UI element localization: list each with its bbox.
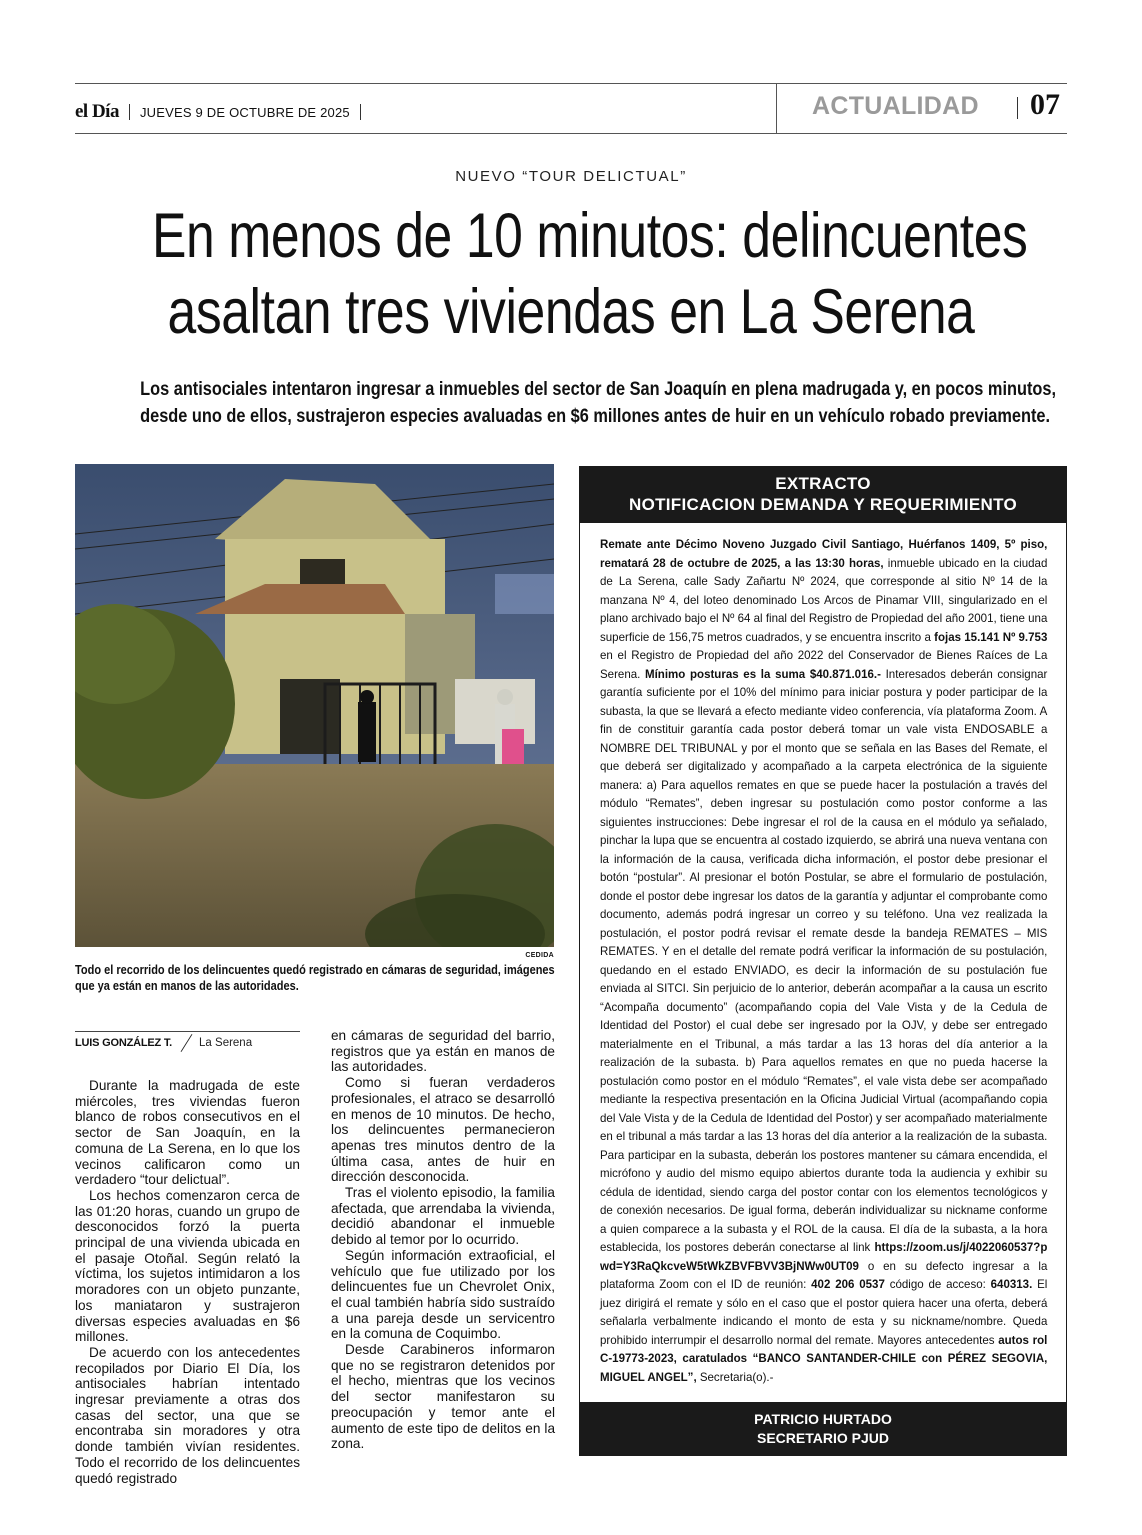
author-name: LUIS GONZÁLEZ T. <box>75 1037 173 1049</box>
notice-text: El juez dirigirá el remate y sólo en el caso que el postor quiera hacer una oferta, deberá señalarla verbalmente indicando el monto de esta y su nickname/nombre. Queda prohibido interrumpir el desarrollo normal del remate. Mayores antecedentes <box>600 1277 1048 1347</box>
notice-zoom-link: https://zoom.us/j/4022060537?pwd=Y3RaQkcveW5tWkZBVFBVV3BjNWw0UT09 <box>600 1240 1048 1273</box>
separator <box>1017 97 1018 119</box>
notice-text: o en su defecto ingresar a la plataforma Zoom con el ID de reunión: <box>600 1258 1048 1291</box>
notice-minimum: Mínimo posturas es la suma $40.871.016.- <box>645 666 881 681</box>
notice-signature <box>580 1402 1066 1456</box>
paragraph: Durante la madrugada de este miércoles, tres viviendas fueron blanco de robos consecutivos en el sector de San Joaquín, en la comuna de La Serena, en lo que los vecinos calificaron como un verdadero “tour delictual”. <box>75 1078 300 1188</box>
paragraph: Desde Carabineros informaron que no se registraron detenidos por el hecho, mientras que los vecinos del sector manifestaron su preocupación y temor ante el aumento de este tipo de delitos en la zona. <box>331 1342 555 1452</box>
header-bottom-rule <box>75 133 1067 134</box>
notice-title <box>580 467 1066 523</box>
masthead <box>75 102 371 122</box>
notice-fojas: fojas 15.141 Nº 9.753 <box>934 629 1048 644</box>
article-column-1 <box>75 1078 300 1486</box>
notice-text: código de acceso: <box>884 1277 991 1291</box>
deck-line: Los antisociales intentaron ingresar a inmuebles del sector de San Joaquín en plena madrugada y, en pocos minutos, <box>140 379 1057 400</box>
brand-logo: el Día <box>75 101 119 122</box>
article-photo <box>75 464 554 947</box>
page-number: 07 <box>1030 88 1060 121</box>
headline-line: asaltan tres viviendas en La Serena <box>167 277 975 347</box>
byline-slash <box>181 1034 193 1052</box>
photo-credit: CEDIDA <box>525 952 554 959</box>
kicker: NUEVO “TOUR DELICTUAL” <box>455 168 687 185</box>
paragraph: Tras el violento episodio, la familia afectada, que arrendaba la vivienda, decidió abandonar el inmueble debido al temor por lo ocurrido. <box>331 1185 555 1248</box>
byline <box>75 1034 252 1052</box>
notice-title-line: NOTIFICACION DEMANDA Y REQUERIMIENTO <box>629 495 1017 514</box>
signature-title: SECRETARIO PJUD <box>757 1430 889 1446</box>
notice-body <box>600 535 1047 1386</box>
paragraph: Según información extraoficial, el vehículo que fue utilizado por los delincuentes fue un Chevrolet Onix, el cual también habría sido sustraído a una pareja desde un servicentro en la comuna de Coquimbo. <box>331 1247 555 1342</box>
signature-name: PATRICIO HURTADO <box>754 1411 892 1427</box>
deck <box>140 376 1057 430</box>
notice-case: autos rol C-19773-2023, caratulados “BANCO SANTANDER-CHILE con PÉREZ SEGOVIA, MIGUEL ANGEL”, <box>600 1332 1048 1384</box>
header-top-rule <box>75 83 1067 84</box>
notice-text: en el Registro de Propiedad del año 2022 del Conservador de Bienes Raíces de La Serena. <box>600 648 1048 681</box>
notice-title-line: EXTRACTO <box>775 474 871 493</box>
deck-line: desde uno de ellos, sustrajeron especies avaluadas en $6 millones antes de huir en un vehículo robado previamente. <box>140 406 1051 427</box>
paragraph: Como si fueran verdaderos profesionales, el atraco se desarrolló en menos de 10 minutos. De hecho, los delincuentes permanecieron apenas tres minutos dentro de la última casa, antes de huir en dirección desconocida. <box>331 1075 555 1185</box>
article-column-2 <box>331 1028 555 1452</box>
paragraph: Los hechos comenzaron cerca de las 01:20 horas, cuando un grupo de desconocidos forzó la puerta principal de una vivienda ubicada en el pasaje Otoñal. Según relató la víctima, los sujetos intimidaron a los moradores con un objeto punzante, los maniataron y sustrajeron diversas especies avaluadas en $6 millones. <box>75 1187 300 1345</box>
legal-notice-box <box>579 466 1067 1456</box>
notice-text: Secretaria(o).- <box>696 1369 774 1384</box>
caption-line: Todo el recorrido de los delincuentes quedó registrado en cámaras de seguridad, imágenes <box>75 963 555 977</box>
notice-lead: Remate ante Décimo Noveno Juzgado Civil Santiago, Huérfanos 1409, 5º piso, rematará 28 de octubre de 2025, a las 13:30 horas, <box>600 537 1048 570</box>
paragraph: De acuerdo con los antecedentes recopilados por Diario El Día, los antisociales habrían intentado ingresar previamente a otras dos casas del sector, una que se encontraba sin moradores y otra donde también vivían residentes. Todo el recorrido de los delincuentes quedó registrado <box>75 1344 300 1486</box>
issue-date: JUEVES 9 DE OCTUBRE DE 2025 <box>139 104 350 120</box>
paragraph-continued: en cámaras de seguridad del barrio, registros que ya están en manos de las autoridades. <box>331 1028 555 1075</box>
photo-illustration <box>75 464 554 947</box>
header-divider <box>776 83 777 133</box>
notice-meeting-id: 402 206 0537 <box>811 1277 885 1291</box>
caption-line: que ya están en manos de las autoridades. <box>75 979 299 993</box>
headline <box>151 198 1028 350</box>
notice-access-code: 640313. <box>990 1277 1033 1291</box>
notice-text: inmueble ubicado en la ciudad de La Serena, calle Sady Zañartu Nº 2024, que corresponde al sitio Nº 14 de la manzana Nº 4, del loteo denominado Los Arcos de Pinamar VIII, singularizado en el plano archivado bajo el Nº 64 al final del Registro de Propiedad del año 2001, tiene una superficie de 156,75 metros cuadrados, y se encuentra inscrito a <box>600 555 1048 644</box>
headline-line: En menos de 10 minutos: delincuentes <box>151 201 1028 271</box>
separator <box>129 104 130 120</box>
separator <box>360 104 361 120</box>
byline-rule <box>75 1031 300 1032</box>
photo-caption <box>75 962 555 994</box>
notice-text: Interesados deberán consignar garantía suficiente por el 10% del mínimo para iniciar postura y poder participar de la subasta, la que se llevará a efecto mediante video conferencia, vía plataforma Zoom. A fin de constituir garantía cada postor deberá tomar un vale vista ENDOSABLE a NOMBRE DEL TRIBUNAL y por el monto que se señala en las Bases del Remate, el que deberá ser digitalizado y acompañado a la carpeta electrónica de la siguiente manera: a) Para aquellos remates en que se puede hacer la postulación a través del módulo “Remates”, deben ingresar su postulación como postor conforme a las siguientes instrucciones: Debe ingresar el rol de la causa en el módulo ya señalado, pinchar la lupa que se encuentra al costado izquierdo, se abrirá una nueva ventana con la información de la causa, verificada dicha información, el postor debe presionar el botón “postular”. Al presionar el botón Postular, se abre el formulario de postulación, donde el postor debe ingresar los datos de la garantía y adjuntar el comprobante como documento, además podrá ingresar un correo y su teléfono. Una vez realizada la postulación, el postor podrá revisar el remate desde la bandeja REMATES – MIS REMATES. Y en el detalle del remate podrá verificar la información de su postulación, quedando en el estado ENVIADO, es decir la información de su postulación fue enviada al SITCI. Sin perjuicio de lo anterior, deberán acompañar a la causa un escrito “Acompaña documento” (acompañando copia del Vale Vista y de la Cedula de Identidad del Postor) el cual debe ser ingresado por la OJV, y debe ser entregado materialmente en el Tribunal, a más tardar a las 13 horas del día anterior a la realización de la subasta. b) Para aquellos remates en que no pueda hacerse la postulación como postor en el módulo “Remates”, el vale vista debe ser acompañado mediante la respectiva presentación en la Oficina Judicial Virtual (acompañando copia del Vale Vista y de la Cedula de Identidad del Postor) y ser acompañado materialmente en el tribunal a más tardar a las 13 horas del día anterior a la realización de la subasta. Para participar en la subasta, deberán los postores mantener su cámara encendida, el micrófono y audio del mismo equipo abiertos durante toda la audiencia y exhibir su cédula de identidad, siendo carga del postor contar con los elementos tecnológicos y de conexión necesarios. De igual forma, deberán individualizar su nickname conforme a quien comparece a la subasta y el ROL de la causa. El día de la subasta, a la hora establecida, los postores deberán conectarse al link <box>600 666 1048 1254</box>
section-name: ACTUALIDAD <box>812 92 979 120</box>
dateline-location: La Serena <box>199 1037 253 1049</box>
